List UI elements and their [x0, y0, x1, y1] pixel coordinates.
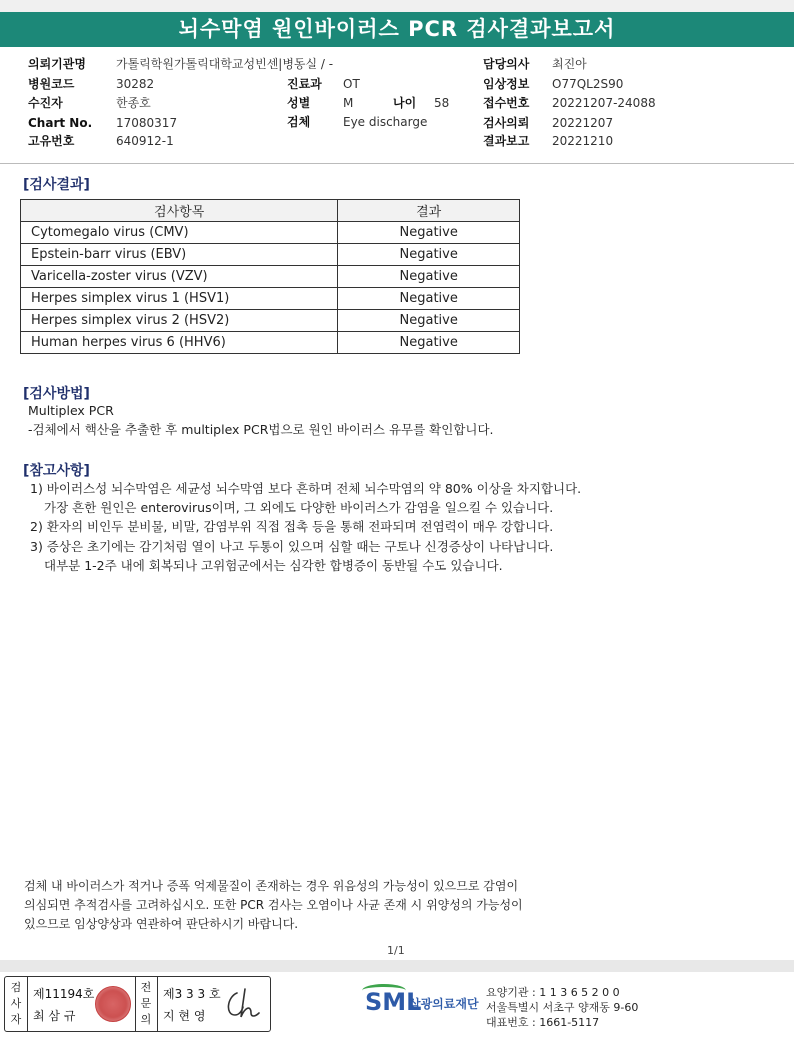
header-result: 결과	[338, 200, 520, 222]
patient-label: 수진자	[28, 96, 63, 110]
test-result: Negative	[338, 332, 520, 354]
test-result: Negative	[338, 222, 520, 244]
method-line: Multiplex PCR	[28, 403, 114, 418]
seal-stamp-icon	[95, 986, 131, 1022]
table-row	[21, 332, 520, 354]
page-number: 1/1	[387, 944, 405, 957]
test-result: Negative	[338, 288, 520, 310]
doctor-value: 최진아	[552, 57, 587, 71]
hospital-code-value: 30282	[116, 77, 155, 91]
sml-logo: SML	[365, 988, 422, 1016]
signature-box	[4, 976, 271, 1032]
organization-name: 삼광의료재단	[409, 997, 479, 1011]
test-result: Negative	[338, 310, 520, 332]
note-line: 대부분 1-2주 내에 회복되나 고위험군에서는 심각한 합병증이 동반될 수도 있습니다.	[44, 558, 503, 573]
report-title: 뇌수막염 원인바이러스 PCR 검사결과보고서	[0, 12, 794, 47]
note-line: 가장 흔한 원인은 enterovirus이며, 그 외에도 다양한 바이러스가 감염을 일으킬 수 있습니다.	[44, 500, 554, 515]
disclaimer-line: 있으므로 임상양상과 연관하여 판단하시기 바랍니다.	[24, 917, 299, 931]
table-row	[21, 222, 520, 244]
specialist-vertical-label: 전문의	[140, 981, 152, 1026]
request-value: 20221207	[552, 116, 614, 130]
report-date-value: 20221210	[552, 134, 614, 148]
specialist-license: 제3 3 3 호	[163, 987, 221, 1001]
age-label: 나이	[393, 96, 417, 110]
request-label: 검사의뢰	[483, 116, 530, 130]
tester-name: 최 삼 규	[33, 1009, 76, 1023]
table-row	[21, 266, 520, 288]
sex-label: 성별	[287, 96, 311, 110]
age-value: 58	[434, 96, 450, 110]
header-item: 검사항목	[21, 200, 338, 222]
divider	[157, 977, 158, 1031]
disclaimer-line: 검체 내 바이러스가 적거나 증폭 억제물질이 존재하는 경우 위음성의 가능성이 있으므로 감염이	[24, 879, 519, 893]
org-line-3: 대표번호 : 1661-5117	[486, 1016, 600, 1029]
test-item: Cytomegalo virus (CMV)	[21, 222, 338, 244]
dept-label: 진료과	[287, 77, 322, 91]
tester-vertical-label: 검사자	[10, 981, 22, 1026]
table-row	[21, 288, 520, 310]
receipt-label: 접수번호	[483, 96, 530, 110]
dept-value: OT	[343, 77, 360, 91]
chart-no-value: 17080317	[116, 116, 178, 130]
report-date-label: 결과보고	[483, 134, 530, 148]
test-result: Negative	[338, 244, 520, 266]
receipt-value: 20221207-24088	[552, 96, 656, 110]
note-line: 2) 환자의 비인두 분비물, 비말, 감염부위 직접 접촉 등을 통해 전파되며 전염력이 매우 강합니다.	[30, 519, 554, 534]
specialist-name: 지 현 영	[163, 1009, 206, 1023]
table-row	[21, 310, 520, 332]
org-line-1: 요양기관 : 1 1 3 6 5 2 0 0	[486, 986, 620, 999]
test-item: Varicella-zoster virus (VZV)	[21, 266, 338, 288]
method-title: [검사방법]	[23, 386, 90, 402]
table-row	[21, 244, 520, 266]
clinical-value: O77QL2S90	[552, 77, 624, 91]
notes-title: [참고사항]	[23, 463, 90, 479]
doctor-label: 담당의사	[483, 57, 530, 71]
test-result: Negative	[338, 266, 520, 288]
header-divider	[0, 163, 794, 164]
sex-value: M	[343, 96, 354, 110]
table-header-row	[21, 200, 520, 222]
divider	[27, 977, 28, 1031]
results-table	[20, 199, 520, 354]
test-item: Herpes simplex virus 1 (HSV1)	[21, 288, 338, 310]
specimen-label: 검체	[287, 115, 311, 129]
hospital-code-label: 병원코드	[28, 77, 75, 91]
handwritten-signature-icon	[223, 987, 263, 1023]
bottom-strip	[0, 960, 794, 972]
note-line: 3) 증상은 초기에는 감기처럼 열이 나고 두통이 있으며 심할 때는 구토나 신경증상이 나타납니다.	[30, 539, 554, 554]
org-line-2: 서울특별시 서초구 양재동 9-60	[486, 1001, 639, 1014]
unique-no-value: 640912-1	[116, 134, 174, 148]
note-line: 1) 바이러스성 뇌수막염은 세균성 뇌수막염 보다 흔하며 전체 뇌수막염의 약 80% 이상을 차지합니다.	[30, 481, 582, 496]
results-title: [검사결과]	[23, 177, 90, 193]
top-strip	[0, 0, 794, 12]
test-item: Epstein-barr virus (EBV)	[21, 244, 338, 266]
test-item: Herpes simplex virus 2 (HSV2)	[21, 310, 338, 332]
clinical-label: 임상정보	[483, 77, 530, 91]
disclaimer-line: 의심되면 추적검사를 고려하십시오. 또한 PCR 검사는 오염이나 사균 존재 시 위양성의 가능성이	[24, 898, 523, 912]
method-line: -검체에서 핵산을 추출한 후 multiplex PCR법으로 원인 바이러스 유무를 확인합니다.	[28, 422, 494, 437]
chart-no-label: Chart No.	[28, 116, 93, 130]
tester-license: 제11194호	[33, 987, 95, 1001]
institution-value: 가톨릭학원가톨릭대학교성빈센|병동실 / -	[116, 57, 334, 71]
test-item: Human herpes virus 6 (HHV6)	[21, 332, 338, 354]
institution-label: 의뢰기관명	[28, 57, 86, 71]
divider	[135, 977, 136, 1031]
patient-value: 한종호	[116, 96, 151, 110]
unique-no-label: 고유번호	[28, 134, 75, 148]
specimen-value: Eye discharge	[343, 115, 428, 129]
